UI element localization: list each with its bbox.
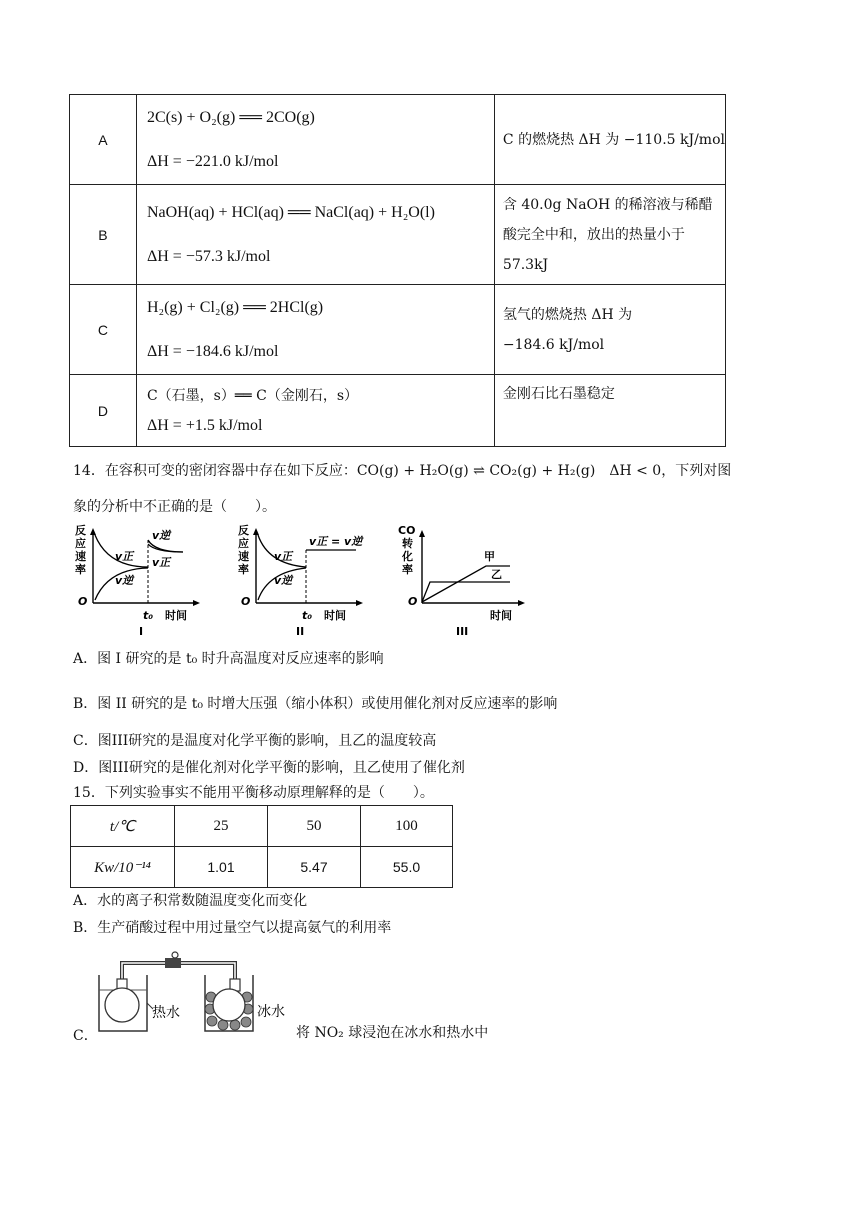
v-reverse-label: v逆 bbox=[274, 574, 293, 587]
origin-label: O bbox=[78, 595, 88, 608]
flask-icon bbox=[105, 988, 139, 1022]
t0-label: t₀ bbox=[302, 609, 313, 622]
v-reverse-label: v逆 bbox=[152, 529, 171, 542]
flask-icon bbox=[213, 989, 245, 1021]
no2-apparatus-illustration bbox=[95, 945, 295, 1037]
y-axis-label: 应 bbox=[75, 537, 86, 550]
table-cell: 5.47 bbox=[268, 847, 361, 888]
y-axis-label: 率 bbox=[238, 563, 249, 576]
figure-caption: I bbox=[139, 625, 144, 637]
option-c-prefix: C． bbox=[73, 1028, 98, 1044]
table-row bbox=[71, 806, 453, 847]
y-axis-label: 速 bbox=[238, 550, 249, 563]
v-forward-label: v正 bbox=[274, 550, 293, 563]
clamp-icon bbox=[172, 952, 178, 958]
header-cell: t/℃ bbox=[71, 806, 175, 847]
statement: 金刚石比石墨稳定 bbox=[502, 386, 615, 402]
origin-label: O bbox=[241, 595, 251, 608]
origin-label: O bbox=[408, 595, 418, 608]
row-header-cell: Kw/10⁻¹⁴ bbox=[71, 847, 175, 888]
table-row bbox=[71, 847, 453, 888]
equation: H₂(g) + Cl₂(g) ══ 2HCl(g) bbox=[146, 298, 324, 316]
series-b-label: 乙 bbox=[491, 568, 502, 581]
v-forward-label: v正 bbox=[115, 550, 134, 563]
header-cell: 50 bbox=[268, 806, 361, 847]
equation: NaOH(aq) + HCl(aq) ══ NaCl(aq) + H₂O(l) bbox=[146, 203, 435, 221]
row-label: B bbox=[70, 185, 137, 285]
y-axis-label: 反 bbox=[75, 524, 86, 537]
option-b: B．生产硝酸过程中用过量空气以提高氨气的利用率 bbox=[73, 920, 392, 936]
statement: 氢气的燃烧热 ΔH 为 bbox=[502, 306, 633, 323]
ice-water-label: 冰水 bbox=[257, 1004, 285, 1020]
option-c: C．图III研究的是温度对化学平衡的影响，且乙的温度较高 bbox=[73, 733, 437, 749]
statement: 含 40.0g NaOH 的稀溶液与稀醋 bbox=[502, 196, 713, 213]
question-14-stem: 14．在容积可变的密闭容器中存在如下反应：CO(g) + H₂O(g) ⇌ CO₂(g) + H₂(g) ΔH < 0，下列对图 bbox=[73, 463, 732, 479]
table-row bbox=[70, 185, 726, 285]
kw-table bbox=[70, 805, 453, 888]
v-reverse-label: v逆 bbox=[115, 574, 134, 587]
y-axis-label: 率 bbox=[402, 563, 413, 576]
table-row bbox=[70, 95, 726, 185]
row-label: D bbox=[70, 375, 137, 447]
x-axis-label: 时间 bbox=[490, 609, 512, 622]
y-axis-label: 率 bbox=[75, 563, 86, 576]
option-b: B．图 II 研究的是 t₀ 时增大压强（缩小体积）或使用催化剂对反应速率的影响 bbox=[73, 696, 558, 712]
statement: 57.3kJ bbox=[502, 256, 549, 273]
x-axis-label: 时间 bbox=[324, 609, 346, 622]
table-row bbox=[70, 375, 726, 447]
header-cell: 25 bbox=[175, 806, 268, 847]
row-label: A bbox=[70, 95, 137, 185]
hot-water-label: 热水 bbox=[152, 1005, 180, 1021]
figure-2 bbox=[236, 522, 366, 637]
header-cell: 100 bbox=[361, 806, 453, 847]
table-cell: 55.0 bbox=[361, 847, 453, 888]
v-forward-label: v正 bbox=[152, 556, 171, 569]
option-c-text: 将 NO₂ 球浸泡在冰水和热水中 bbox=[296, 1025, 489, 1041]
option-d: D．图III研究的是催化剂对化学平衡的影响，且乙使用了催化剂 bbox=[73, 760, 465, 776]
statement: C 的燃烧热 ΔH 为 −110.5 kJ/mol bbox=[502, 131, 725, 148]
series-b-line bbox=[422, 582, 510, 602]
row-label: C bbox=[70, 285, 137, 375]
statement: −184.6 kJ/mol bbox=[502, 336, 605, 353]
y-axis-label: 速 bbox=[75, 550, 86, 563]
answer-table bbox=[69, 94, 726, 447]
enthalpy: ΔH = +1.5 kJ/mol bbox=[146, 416, 263, 434]
y-axis-label: 转 bbox=[402, 537, 413, 550]
question-15-stem: 15．下列实验事实不能用平衡移动原理解释的是（ ）。 bbox=[73, 785, 434, 801]
y-axis-label: 反 bbox=[238, 524, 249, 537]
series-a-label: 甲 bbox=[484, 550, 495, 563]
table-row bbox=[70, 285, 726, 375]
question-14-stem-cont: 象的分析中不正确的是（ ）。 bbox=[73, 499, 276, 515]
statement: 酸完全中和，放出的热量小于 bbox=[502, 226, 685, 243]
figure-caption: II bbox=[296, 625, 305, 637]
table-cell: 1.01 bbox=[175, 847, 268, 888]
equal-rate-label: v正 = v逆 bbox=[309, 535, 363, 548]
option-a: A．水的离子积常数随温度变化而变化 bbox=[73, 893, 308, 909]
option-a: A．图 I 研究的是 t₀ 时升高温度对反应速率的影响 bbox=[73, 651, 384, 667]
y-axis-label: 化 bbox=[402, 550, 413, 563]
enthalpy: ΔH = −184.6 kJ/mol bbox=[146, 342, 279, 360]
y-axis-label: 应 bbox=[238, 537, 249, 550]
y-axis-label: CO bbox=[398, 524, 416, 537]
equation: C（石墨，s）══ C（金刚石，s） bbox=[146, 387, 359, 404]
equation: 2C(s) + O₂(g) ══ 2CO(g) bbox=[146, 108, 315, 126]
enthalpy: ΔH = −57.3 kJ/mol bbox=[146, 247, 271, 265]
figure-3 bbox=[398, 522, 528, 637]
figure-1 bbox=[73, 522, 203, 637]
x-axis-label: 时间 bbox=[165, 609, 187, 622]
enthalpy: ΔH = −221.0 kJ/mol bbox=[146, 152, 279, 170]
figure-caption: III bbox=[456, 625, 469, 637]
t0-label: t₀ bbox=[143, 609, 154, 622]
